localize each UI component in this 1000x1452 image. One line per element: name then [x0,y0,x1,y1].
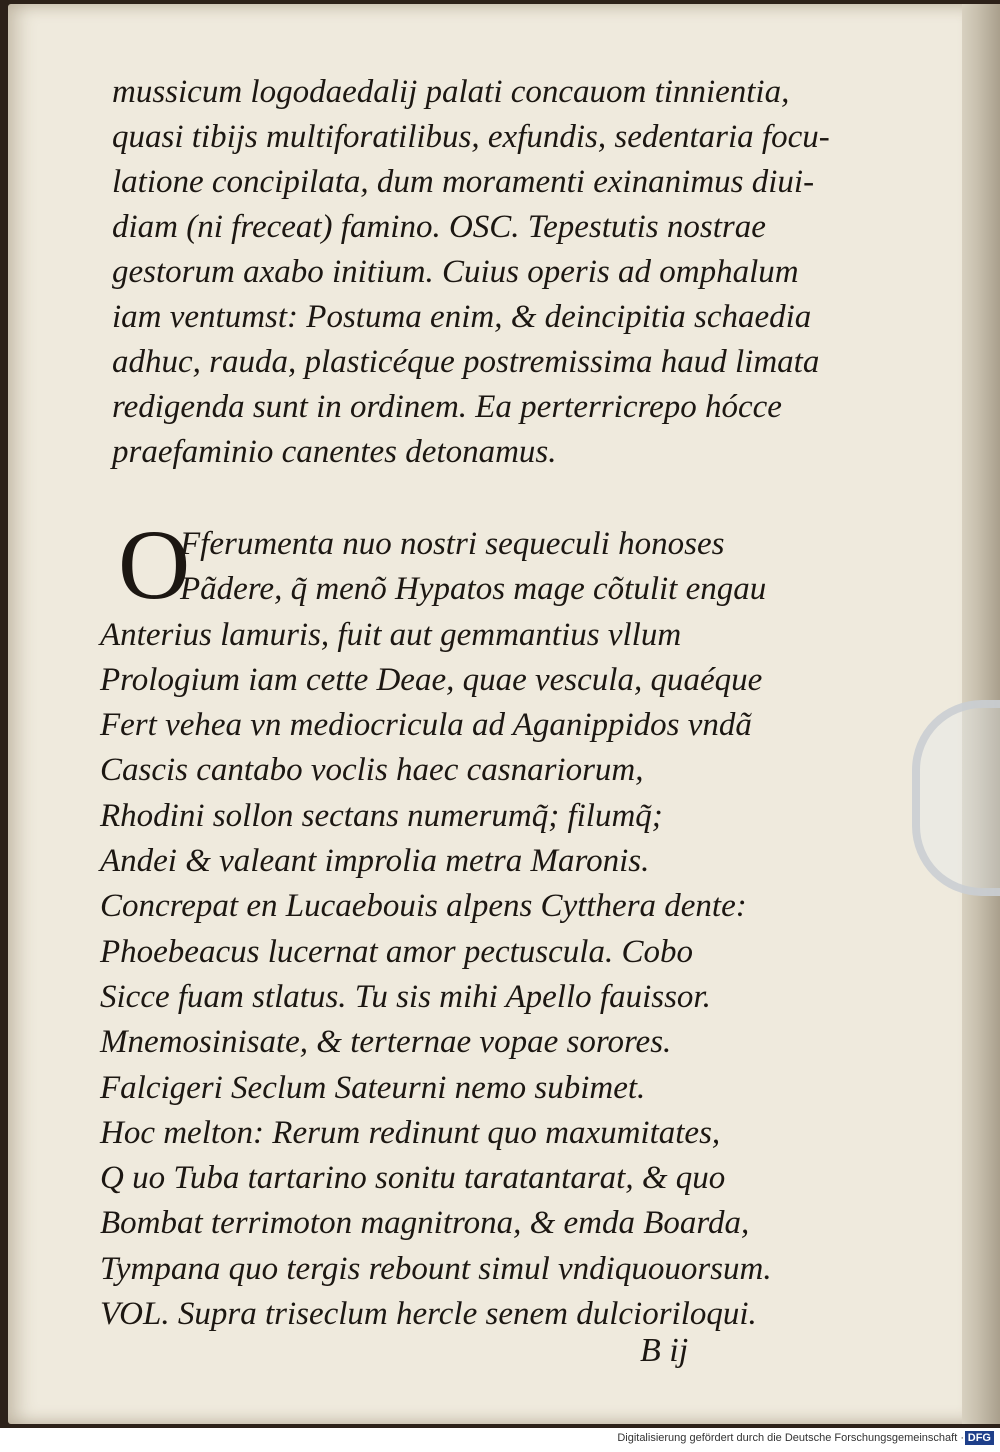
dfg-logo: DFG [965,1431,994,1445]
prose-line: latione concipilata, dum moramenti exinanimus diui- [112,164,815,200]
prose-line: adhuc, rauda, plasticéque postremissima haud limata [112,344,820,380]
poem-line: Fferumenta nuo nostri sequeculi honoses [180,526,725,562]
prose-line: diam (ni freceat) famino. OSC. Tepestutis nostrae [112,209,766,245]
prose-block [112,70,852,475]
poem-block [100,509,860,1337]
prose-line: mussicum logodaedalij palati concauom tinnientia, [112,74,790,110]
drop-capital: O [118,509,191,620]
prose-line: redigenda sunt in ordinem. Ea perterricrepo hócce [112,389,782,425]
poem-line: Bombat terrimoton magnitrona, & emda Boarda, [100,1205,750,1242]
prose-line: praefaminio canentes detonamus. [112,434,557,470]
poem-line: Anterius lamuris, fuit aut gemmantius vllum [100,616,682,653]
poem-line: Phoebeacus lucernat amor pectuscula. Cobo [100,933,693,970]
signature-mark: B ij [640,1332,689,1369]
poem-line: Falcigeri Seclum Sateurni nemo subimet. [100,1069,646,1106]
poem-line: Tympana quo tergis rebount simul vndiquouorsum. [100,1250,772,1287]
poem-line: Mnemosinisate, & terternae vopae sorores. [100,1024,672,1061]
poem-line: Hoc melton: Rerum redinunt quo maxumitates, [100,1114,721,1151]
poem-line: Pãdere, q̃ menõ Hypatos mage cõtulit engau [180,571,767,608]
poem-line: Rhodini sollon sectans numerumq̃; filumq̃; [100,797,663,834]
poem-line: Q uo Tuba tartarino sonitu taratantarat, & quo [100,1160,726,1197]
prose-line: gestorum axabo initium. Cuius operis ad omphalum [112,254,799,290]
poem-line: Concrepat en Lucaebouis alpens Cytthera dente: [100,888,747,925]
poem-line: Sicce fuam stlatus. Tu sis mihi Apello fauissor. [100,978,711,1015]
paper-clip [912,700,1000,896]
prose-line: iam ventumst: Postuma enim, & deincipitia schaedia [112,299,812,335]
poem-line: Andei & valeant improlia metra Maronis. [100,843,650,880]
poem-line: Prologium iam cette Deae, quae vescula, quaéque [100,661,763,698]
prose-line: quasi tibijs multiforatilibus, exfundis, sedentaria focu- [112,119,830,155]
footer-credit: Digitalisierung gefördert durch die Deutsche Forschungsgemeinschaft · [617,1432,964,1444]
poem-line: Cascis cantabo voclis haec casnariorum, [100,752,644,789]
poem-line: Fert vehea vn mediocricula ad Aganippidos vndã [100,707,752,744]
poem-line: VOL. Supra triseclum hercle senem dulcioriloqui. [100,1296,757,1333]
